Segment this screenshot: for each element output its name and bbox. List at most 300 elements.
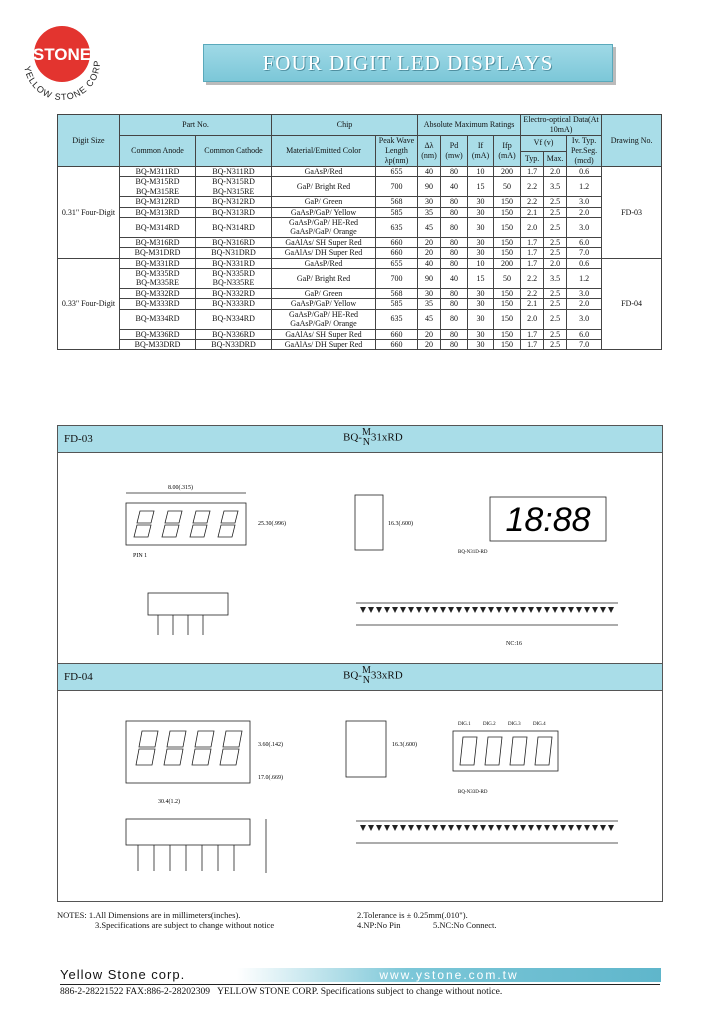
table-cell: BQ-N332RD [196,288,272,298]
drawing-fd03 [57,425,663,664]
footer-rule [60,984,660,985]
table-cell: BQ-N334RD [196,309,272,329]
drawing-fd04 [57,663,663,902]
fd03-side-view [355,495,383,550]
led-diode-icon [464,607,470,613]
table-cell: 90 [418,177,441,197]
led-diode-icon [472,607,478,613]
fd04-dig-3: DIG.3 [508,722,521,727]
th-material: Material/Emitted Color [272,136,376,167]
table-cell: BQ-M331RD [120,258,196,268]
fd03-front-view [126,503,246,545]
table-cell: 40 [441,177,468,197]
fd04-dig-1: DIG.1 [458,722,471,727]
table-cell: 2.0 [521,309,544,329]
th-ifp: Ifp (mA) [494,136,521,167]
table-cell: 150 [494,288,521,298]
table-cell: 2.5 [544,218,567,238]
th-common-anode: Common Anode [120,136,196,167]
table-cell: GaP/ Bright Red [272,269,376,289]
table-cell: 35 [418,207,441,217]
fd04-side-view [346,721,386,777]
table-row [58,339,662,349]
table-cell: GaAsP/GaP/ Yellow [272,299,376,309]
table-cell: 30 [468,339,494,349]
th-vf: Vf (v) [521,136,567,152]
led-diode-icon [576,607,582,613]
table-cell: 568 [376,197,418,207]
table-cell: 1.2 [567,269,602,289]
table-cell: BQ-M334RD [120,309,196,329]
led-diode-icon [368,607,374,613]
table-cell: 90 [418,269,441,289]
table-cell: 150 [494,299,521,309]
table-cell: BQ-N335RD BQ-N335RE [196,269,272,289]
th-peak-wave: Peak Wave Length λp(nm) [376,136,418,167]
led-diode-icon [496,607,502,613]
table-cell: BQ-N31DRD [196,248,272,258]
table-cell: 150 [494,329,521,339]
fd03-dim-a: 8.00(.315) [168,485,193,491]
table-cell: BQ-N314RD [196,218,272,238]
led-diode-icon [576,825,582,831]
fd03-dim-b: 25.30(.996) [258,521,286,527]
led-diode-icon [408,607,414,613]
table-cell: 80 [441,197,468,207]
th-pd: Pd (mw) [441,136,468,167]
table-cell: BQ-M333RD [120,299,196,309]
table-cell: 2.1 [521,207,544,217]
table-cell: 150 [494,237,521,247]
table-cell: 20 [418,339,441,349]
table-cell: 30 [468,299,494,309]
led-diode-icon [504,607,510,613]
spec-table-body [58,167,662,350]
led-diode-icon [584,607,590,613]
led-diode-icon [504,825,510,831]
table-row [58,258,662,268]
table-cell: 1.7 [521,248,544,258]
th-chip: Chip [272,115,418,136]
table-cell: 2.2 [521,269,544,289]
table-cell: 50 [494,177,521,197]
table-cell: GaP/ Green [272,288,376,298]
table-row [58,167,662,177]
led-diode-icon [544,607,550,613]
th-abs-max: Absolute Maximum Ratings [418,115,521,136]
th-electro-optical: Electro-optical Data(At 10mA) [521,115,602,136]
table-cell: 80 [441,309,468,329]
table-cell: 2.5 [544,339,567,349]
table-cell: 0.6 [567,258,602,268]
led-diode-icon [488,825,494,831]
table-cell: BQ-M33DRD [120,339,196,349]
table-row [58,248,662,258]
table-cell: BQ-M336RD [120,329,196,339]
logo-ring-text: YELLOW STONE CORP [22,60,103,103]
fd04-front-view [126,721,250,783]
table-cell: 635 [376,309,418,329]
table-cell: 80 [441,248,468,258]
led-diode-icon [456,825,462,831]
note-1: NOTES: 1.All Dimensions are in millimeters(inches). [57,910,241,920]
led-diode-icon [368,825,374,831]
led-diode-icon [376,825,382,831]
table-cell: 3.0 [567,218,602,238]
fd03-drawing-svg [58,453,662,663]
led-diode-icon [608,607,614,613]
table-cell: 2.5 [544,237,567,247]
table-cell: GaAsP/GaP/ Yellow [272,207,376,217]
led-diode-icon [608,825,614,831]
table-cell: 80 [441,339,468,349]
table-cell: BQ-N312RD [196,197,272,207]
table-cell: 30 [468,288,494,298]
table-cell: 150 [494,309,521,329]
table-cell: 10 [468,167,494,177]
table-cell: BQ-M315RD BQ-M315RE [120,177,196,197]
th-common-cathode: Common Cathode [196,136,272,167]
table-cell: GaAlAs/ DH Super Red [272,339,376,349]
led-diode-icon [440,825,446,831]
table-cell: 15 [468,269,494,289]
table-cell: 150 [494,248,521,258]
led-diode-icon [400,825,406,831]
table-cell: 2.5 [544,248,567,258]
table-cell: 6.0 [567,237,602,247]
table-cell: 6.0 [567,329,602,339]
table-cell: 80 [441,207,468,217]
led-diode-icon [424,825,430,831]
table-cell: 655 [376,258,418,268]
led-diode-icon [536,607,542,613]
note-5: 5.NC:No Connect. [433,920,497,930]
led-diode-icon [384,825,390,831]
drawing-code: FD-03 [64,433,93,445]
led-diode-icon [360,607,366,613]
table-cell: BQ-N311RD [196,167,272,177]
table-cell: 2.5 [544,299,567,309]
table-cell: 2.2 [521,177,544,197]
table-cell: BQ-N33DRD [196,339,272,349]
th-digit-size: Digit Size [58,115,120,167]
table-cell: 2.2 [521,288,544,298]
led-diode-icon [512,825,518,831]
table-cell: BQ-N333RD [196,299,272,309]
table-cell: BQ-N315RD BQ-N315RE [196,177,272,197]
fd03-dim-c: 16.3(.600) [388,521,413,527]
table-cell: 45 [418,218,441,238]
led-diode-icon [592,825,598,831]
table-cell: BQ-M311RD [120,167,196,177]
digit-size-cell: 0.31" Four-Digit [58,167,120,259]
table-cell: 568 [376,288,418,298]
table-cell: BQ-M313RD [120,207,196,217]
table-cell: 3.0 [567,197,602,207]
led-diode-icon [528,825,534,831]
spec-table [57,114,662,350]
table-cell: 2.0 [567,207,602,217]
table-cell: 80 [441,167,468,177]
table-cell: 30 [418,288,441,298]
table-cell: 20 [418,329,441,339]
table-cell: 1.2 [567,177,602,197]
table-cell: 655 [376,167,418,177]
table-cell: GaAsP/Red [272,167,376,177]
table-cell: BQ-M312RD [120,197,196,207]
table-row [58,288,662,298]
led-diode-icon [464,825,470,831]
table-cell: 150 [494,339,521,349]
table-cell: 2.1 [521,299,544,309]
led-diode-icon [528,607,534,613]
th-part-no: Part No. [120,115,272,136]
fd03-circuit-label: BQ-N31D-RD [458,550,488,555]
led-diode-icon [560,607,566,613]
table-cell: GaAlAs/ DH Super Red [272,248,376,258]
table-cell: 2.5 [544,207,567,217]
table-cell: BQ-N336RD [196,329,272,339]
table-cell: 80 [441,288,468,298]
led-diode-icon [416,607,422,613]
led-diode-icon [400,607,406,613]
table-cell: 660 [376,237,418,247]
table-cell: 15 [468,177,494,197]
table-cell: 3.5 [544,177,567,197]
led-diode-icon [432,607,438,613]
led-diode-icon [552,825,558,831]
th-vf-max: Max. [544,151,567,167]
fd04-drawing-svg [58,691,662,901]
drawing-code: FD-04 [64,671,93,683]
table-cell: GaAlAs/ SH Super Red [272,329,376,339]
drawing-model: BQ-M N33xRD [343,665,403,686]
company-logo [14,14,110,110]
fd04-dim-a: 30.4(1.2) [158,799,180,805]
fd03-readout: 18:88 [505,501,591,539]
table-row [58,269,662,289]
led-diode-icon [376,607,382,613]
table-cell: 660 [376,248,418,258]
table-cell: 0.6 [567,167,602,177]
table-cell: 30 [468,309,494,329]
th-iv: Iv. Typ. Per.Seg. (mcd) [567,136,602,167]
table-cell: 45 [418,309,441,329]
fd04-dig-2: DIG.2 [483,722,496,727]
table-cell: 80 [441,237,468,247]
table-row [58,299,662,309]
table-cell: 150 [494,197,521,207]
fd03-circuit [356,603,618,625]
table-cell: 150 [494,207,521,217]
table-cell: GaAsP/GaP/ HE-Red GaAsP/GaP/ Orange [272,309,376,329]
led-diode-icon [520,825,526,831]
table-cell: 35 [418,299,441,309]
led-diode-icon [480,825,486,831]
led-diode-icon [448,607,454,613]
table-cell: 660 [376,339,418,349]
table-cell: BQ-N313RD [196,207,272,217]
table-cell: 80 [441,258,468,268]
fd03-nc: NC:16 [506,641,523,647]
table-cell: 1.7 [521,258,544,268]
footer-url[interactable]: www.ystone.com.tw [237,968,661,982]
page-title: FOUR DIGIT LED DISPLAYS [203,44,613,82]
led-diode-icon [408,825,414,831]
table-cell: BQ-M335RD BQ-M335RE [120,269,196,289]
table-cell: 200 [494,167,521,177]
table-cell: 20 [418,248,441,258]
table-cell: BQ-N316RD [196,237,272,247]
led-diode-icon [520,607,526,613]
led-diode-icon [568,607,574,613]
table-cell: 40 [418,258,441,268]
led-diode-icon [488,607,494,613]
table-row [58,197,662,207]
led-diode-icon [360,825,366,831]
table-cell: GaAlAs/ SH Super Red [272,237,376,247]
table-cell: 40 [418,167,441,177]
table-cell: 660 [376,329,418,339]
drawing-no-cell: FD-03 [602,167,662,259]
footer-contact: 886-2-28221522 FAX:886-2-28202309 [60,987,210,997]
table-cell: 30 [468,329,494,339]
led-diode-icon [392,825,398,831]
table-cell: 30 [468,207,494,217]
table-cell: GaAsP/Red [272,258,376,268]
table-cell: 1.7 [521,167,544,177]
led-diode-icon [424,607,430,613]
table-cell: GaP/ Green [272,197,376,207]
led-diode-icon [440,607,446,613]
table-cell: 2.0 [544,258,567,268]
fd03-digit-outlines [134,511,238,537]
th-if: If (mA) [468,136,494,167]
fd04-dim-d: 16.3(.600) [392,742,417,748]
table-cell: BQ-M31DRD [120,248,196,258]
table-cell: 2.5 [544,288,567,298]
fd04-dim-b: 3.60(.142) [258,742,283,748]
footer-company: Yellow Stone corp. [60,967,186,982]
table-cell: 2.0 [521,218,544,238]
table-cell: 80 [441,299,468,309]
led-diode-icon [432,825,438,831]
led-diode-icon [448,825,454,831]
note-3: 3.Specifications are subject to change without notice [95,920,275,930]
table-row [58,329,662,339]
drawing-model: BQ-M N31xRD [343,427,403,448]
table-cell: 2.5 [544,197,567,207]
led-diode-icon [544,825,550,831]
table-row [58,207,662,217]
table-cell: 3.0 [567,288,602,298]
drawing-no-cell: FD-04 [602,258,662,350]
led-diode-icon [472,825,478,831]
table-cell: 40 [441,269,468,289]
table-cell: 200 [494,258,521,268]
table-cell: GaAsP/GaP/ HE-Red GaAsP/GaP/ Orange [272,218,376,238]
led-diode-icon [568,825,574,831]
table-cell: BQ-M316RD [120,237,196,247]
logo-word: STONE [32,45,92,64]
table-cell: 585 [376,207,418,217]
led-diode-icon [560,825,566,831]
table-cell: 585 [376,299,418,309]
table-cell: 150 [494,218,521,238]
note-2: 2.Tolerance is ± 0.25mm(.010"). [357,910,468,920]
table-cell: 30 [418,197,441,207]
led-diode-icon [512,607,518,613]
table-cell: 7.0 [567,248,602,258]
table-cell: 635 [376,218,418,238]
table-cell: 30 [468,218,494,238]
table-cell: 2.5 [544,309,567,329]
table-cell: 3.5 [544,269,567,289]
table-cell: 80 [441,218,468,238]
led-diode-icon [384,607,390,613]
fd04-circuit-label: BQ-N33D-RD [458,790,488,795]
table-row [58,237,662,247]
table-cell: 50 [494,269,521,289]
th-drawing-no: Drawing No. [602,115,662,167]
table-cell: 700 [376,269,418,289]
led-diode-icon [592,607,598,613]
table-cell: 3.0 [567,309,602,329]
led-diode-icon [392,607,398,613]
led-diode-icon [600,607,606,613]
th-vf-typ: Typ. [521,151,544,167]
led-diode-icon [456,607,462,613]
led-diode-icon [480,607,486,613]
table-cell: 1.7 [521,237,544,247]
led-diode-icon [496,825,502,831]
th-delta-lambda: Δλ (nm) [418,136,441,167]
table-cell: 10 [468,258,494,268]
table-cell: 80 [441,329,468,339]
notes [57,910,661,930]
table-cell: 2.2 [521,197,544,207]
table-cell: 2.0 [567,299,602,309]
table-row [58,218,662,238]
fd04-dim-c: 17.0(.669) [258,775,283,781]
table-cell: 700 [376,177,418,197]
table-cell: 30 [468,248,494,258]
table-cell: 30 [468,197,494,207]
fd04-dig-4: DIG.4 [533,722,546,727]
table-cell: 30 [468,237,494,247]
led-diode-icon [584,825,590,831]
digit-size-cell: 0.33" Four-Digit [58,258,120,350]
table-cell: GaP/ Bright Red [272,177,376,197]
led-diode-icon [552,607,558,613]
table-row [58,177,662,197]
table-cell: 1.7 [521,339,544,349]
led-diode-icon [416,825,422,831]
table-cell: 20 [418,237,441,247]
table-cell: 2.5 [544,329,567,339]
table-cell: 7.0 [567,339,602,349]
footer-line [60,987,502,997]
led-diode-icon [600,825,606,831]
led-diode-icon [536,825,542,831]
table-row [58,309,662,329]
table-cell: BQ-N331RD [196,258,272,268]
table-cell: 1.7 [521,329,544,339]
table-cell: BQ-M332RD [120,288,196,298]
note-4: 4.NP:No Pin [357,920,401,930]
fd03-pin1: PIN 1 [133,553,148,559]
fd04-digit-outlines [136,731,242,765]
